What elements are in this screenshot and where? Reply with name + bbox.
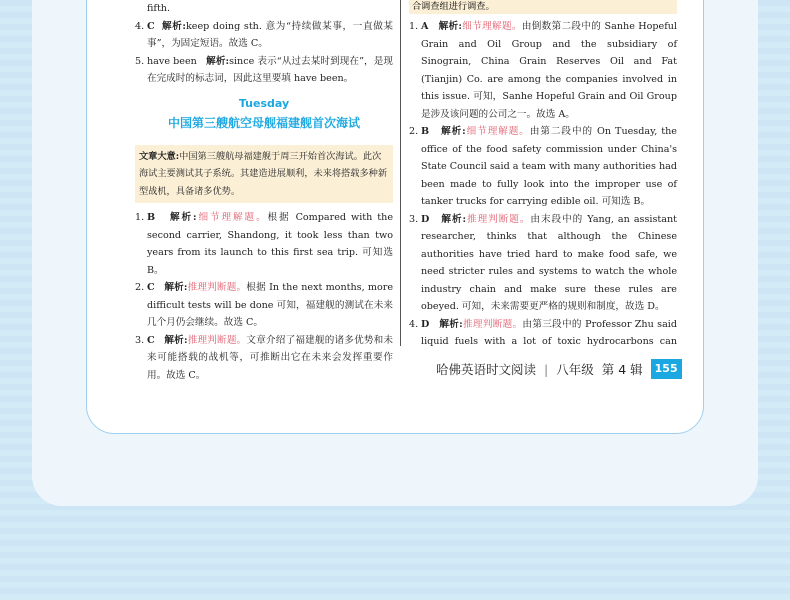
page-footer — [436, 357, 682, 381]
analysis-label: 解析: — [170, 212, 197, 223]
answer-item — [409, 211, 677, 316]
answer-letter: B — [421, 126, 430, 137]
answer-item — [135, 332, 393, 385]
item-number: 4. — [409, 318, 419, 330]
answer-text: 由第三段中的 Professor Zhu said liquid fuels with a lot of toxic hydrocarbons can — [421, 318, 677, 347]
question-type-tag: 推理判断题。 — [462, 318, 523, 330]
grade-label: 八年级 — [556, 362, 594, 377]
analysis-label: 解析: — [441, 126, 466, 137]
analysis-label: 解析: — [441, 213, 467, 225]
article-headline: 中国第三艘航空母舰福建舰首次海试 — [167, 115, 360, 130]
answer-item — [135, 18, 393, 53]
answer-item — [409, 316, 677, 351]
answer-letter: have been — [147, 55, 197, 67]
item-number: 3. — [135, 334, 145, 346]
answer-text: keep doing sth. 意为“持续做某事，一直做某事”，为固定短语。故选 C。 — [147, 20, 393, 49]
page-number: 155 — [651, 359, 682, 379]
day-heading: Tuesday — [238, 96, 290, 110]
answer-text: 文章介绍了福建舰的诸多优势和未来可能搭载的战机等，可推断出它在未来会发挥重要作用。故选 C。 — [147, 334, 394, 381]
item-number: 3. — [409, 213, 419, 225]
answer-text: 由第二段中的 On Tuesday, the office of the food safety commission under China's State Council said a team with many authorities had been made to fully look into the improper use of tanker trucks for carrying edible oil. 可知选 B。 — [421, 126, 677, 207]
analysis-label: 解析: — [439, 318, 463, 330]
answer-letter: D — [421, 318, 430, 330]
analysis-label: 解析: — [164, 282, 188, 293]
answer-letter: C — [147, 282, 155, 293]
answer-text: since 表示“从过去某时到现在”，是现在完成时的标志词，因此这里要填 have been。 — [147, 55, 393, 84]
answer-item — [135, 53, 393, 88]
answer-text: 由末段中的 Yang, an assistant researcher, thinks that although the Chinese authorities have tried hard to make food safe, we need stricter rules and systems to watch the whole industry chain and make sure these rules are obeyed. 可知，未来需要更严格的规则和制度，故选 D。 — [421, 213, 678, 312]
item-number: 1. — [409, 21, 419, 32]
question-type-tag: 推理判断题。 — [187, 282, 247, 293]
question-type-tag: 细节理解题。 — [196, 212, 268, 223]
analysis-label: 解析: — [164, 334, 188, 346]
analysis-label: 解析: — [161, 20, 186, 32]
item-number: 4. — [135, 20, 145, 32]
question-type-tag: 细节理解题。 — [465, 126, 530, 137]
item-number: 5. — [135, 55, 145, 67]
answer-text: 由倒数第二段中的 Sanhe Hopeful Grain and Oil Group and the subsidiary of Sinograin, China Grain Reserves Oil and Fat (Tianjin) Co. are among the companies involved in this issue. 可知，Sanhe Hopeful Grain and Oil Group 是涉及该问题的公司之一。故选 A。 — [421, 21, 678, 120]
article-summary — [135, 145, 393, 204]
analysis-label: 解析: — [438, 21, 462, 32]
question-type-tag: 推理判断题。 — [187, 334, 247, 346]
article-summary-continued: 合调查组进行调查。 — [409, 0, 677, 14]
answer-letter: D — [421, 213, 430, 225]
summary-label: 文章大意: — [139, 150, 180, 162]
footer-separator: | — [544, 361, 549, 377]
answer-item — [135, 209, 393, 279]
answer-text: 根据 In the next months, more difficult tests will be done 可知，福建舰的测试在未来几个月仍会继续。故选 C。 — [147, 282, 394, 328]
column-divider — [400, 0, 401, 346]
analysis-label: 解析: — [206, 55, 230, 67]
item-number: 2. — [135, 282, 145, 293]
answer-text: 根据 Compared with the second carrier, Shandong, it took less than two years from its launch to this first sea trip. 可知选 B。 — [147, 212, 394, 276]
answer-letter: B — [147, 212, 156, 223]
answer-letter: C — [147, 334, 155, 346]
answer-text: fifth. — [147, 3, 171, 14]
right-column — [409, 18, 677, 351]
summary-text: 中国第三艘航母福建舰于周三开始首次海试。此次海试主要测试其子系统。其建造进展顺利，未来将搭载多种新型战机，具备诸多优势。 — [139, 150, 388, 197]
item-number: 1. — [135, 212, 145, 223]
question-type-tag: 推理判断题。 — [466, 213, 531, 225]
item-number: 2. — [409, 126, 419, 137]
answer-letter: A — [421, 21, 429, 32]
answer-item — [135, 279, 393, 332]
question-type-tag: 细节理解题。 — [461, 21, 522, 32]
answer-letter: C — [147, 20, 155, 32]
left-column — [135, 0, 393, 384]
answer-item — [135, 0, 393, 18]
issue-label: 第 4 辑 — [601, 362, 643, 377]
book-title: 哈佛英语时文阅读 — [436, 362, 537, 377]
answer-item — [409, 123, 677, 211]
answer-item — [409, 18, 677, 123]
